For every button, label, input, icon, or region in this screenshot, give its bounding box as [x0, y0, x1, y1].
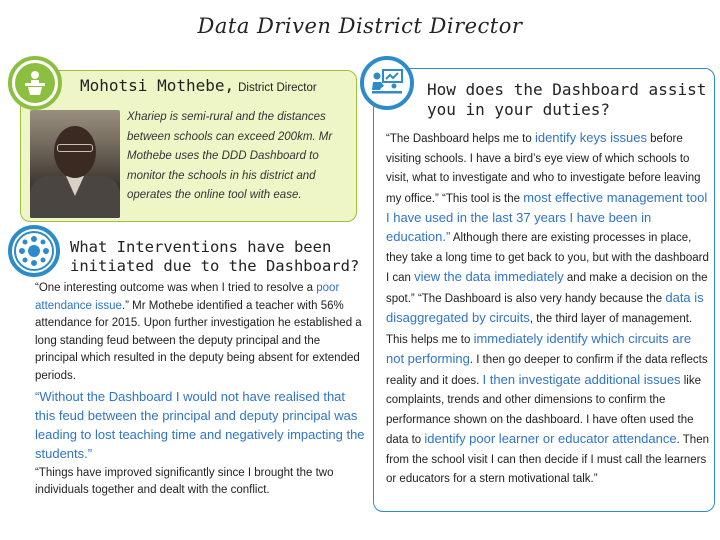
highlight-span: most effective management tool I have used in the last 37 years I have been in education.”	[386, 189, 708, 244]
person-at-desk-icon	[8, 56, 62, 110]
interventions-heading: What Interventions have been initiated due to the Dashboard?	[70, 238, 360, 275]
text-span: “The Dashboard helps me to	[386, 133, 535, 145]
interventions-quote: “Without the Dashboard I would not have realised that this feud between the principal and deputy principal was leading to lost teaching time and negatively impacting the students.”	[35, 389, 365, 461]
highlight-span: data is disaggregated by circuits	[386, 289, 704, 325]
profile-name: Mohotsi Mothebe,	[80, 76, 235, 95]
text-span: , the third layer of management. This helps me to	[386, 313, 693, 346]
meeting-presentation-icon	[360, 56, 414, 110]
highlight-span: identify poor learner or educator attendance	[424, 431, 677, 446]
highlight-span: immediately identify which circuits are not performing	[386, 330, 692, 366]
text-span: like complaints, trends and other dimensions to confirm the performance shown on the dashboard. I have often used the data to	[386, 374, 701, 446]
text-span: . Then from the school visit I can then decide if I must call the learners or educators for a stern motivational talk.”	[386, 434, 709, 485]
interventions-paragraph-1	[35, 280, 365, 385]
text-span: “One interesting outcome was when I tried to resolve a	[35, 282, 317, 294]
profile-heading	[80, 76, 317, 95]
interventions-paragraph-3: “Things have improved significantly since I brought the two individuals together and dealt with the conflict.	[35, 467, 334, 496]
highlight-span: poor attendance issue	[35, 282, 340, 312]
highlight-span: identify keys issues	[534, 130, 647, 145]
team-network-icon	[8, 225, 60, 277]
text-span: .” Mr Mothebe identified a teacher with 56% attendance for 2015. Upon further investigation he established a long standing feud between the deputy principal and the principal which resulted in the deputy being absent for extended periods.	[35, 299, 362, 382]
profile-photo	[30, 110, 120, 218]
profile-description: Xhariep is semi-rural and the distances between schools can exceed 200km. Mr Mothebe uses the DDD Dashboard to monitor the schools in his district and operates the online tool with ease.	[127, 111, 333, 201]
page-title: Data Driven District Director	[197, 14, 523, 38]
text-span: . I then go deeper to confirm if the data reflects reality and it does.	[386, 354, 708, 387]
text-span: and make a decision on the spot.” “The Dashboard is also very handy because the	[386, 272, 708, 305]
highlight-span: I then investigate additional issues	[482, 371, 681, 387]
highlight-span: view the data immediately	[414, 269, 564, 284]
profile-role: District Director	[238, 82, 317, 94]
dashboard-body	[386, 128, 712, 489]
text-span: Although there are existing processes in place, they take a long time to get back to you, but with the dashboard I can	[386, 232, 709, 284]
dashboard-paragraph	[386, 128, 712, 489]
interventions-body	[35, 280, 365, 499]
dashboard-heading: How does the Dashboard assist you in your duties?	[427, 80, 707, 119]
text-span: before visiting schools. I have a bird’s eye view of which schools to visit, what to investigate and who to investigate before leaving my office.” “This tool is the	[386, 133, 701, 205]
